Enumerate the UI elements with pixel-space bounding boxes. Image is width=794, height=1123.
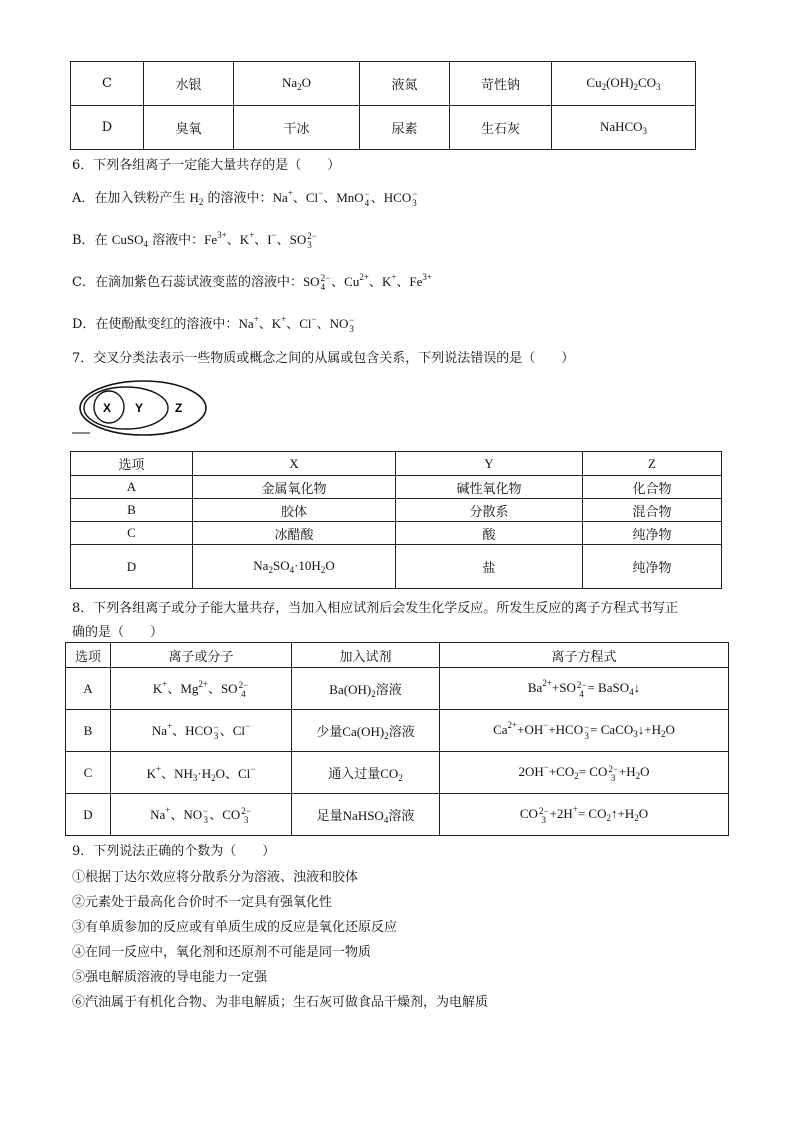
table-row [71, 545, 722, 589]
header-cell: Y [396, 452, 583, 476]
table-row [66, 668, 729, 710]
option-cell: A [71, 476, 193, 499]
option-cell: C [66, 752, 111, 794]
q9-stem: 9．下列说法正确的个数为（ ） [72, 844, 276, 859]
header-cell: 选项 [66, 643, 111, 668]
table-row [66, 710, 729, 752]
label-z: Z [175, 401, 183, 415]
cell: 苛性钠 [450, 62, 552, 106]
table-row [71, 522, 722, 545]
q6-option-b: B．在 CuSO$_4$ 溶液中：$Fe^{3+}$、K+、I−、SO 2− 3 [72, 230, 317, 251]
q9-item-5: ⑤强电解质溶液的导电能力一定强 [72, 970, 268, 985]
option-cell: D [71, 106, 144, 150]
header-cell: 加入试剂 [292, 643, 440, 668]
option-cell: B [71, 499, 193, 522]
venn-diagram [70, 378, 212, 438]
option-cell: C [71, 62, 144, 106]
q9-item-6: ⑥汽油属于有机化合物、为非电解质；生石灰可做食品干燥剂，为电解质 [72, 995, 489, 1010]
q6-option-a: A．在加入铁粉产生 $H_2$ 的溶液中：Na+、Cl−、MnO − 4 、HCO − 3 [72, 188, 418, 209]
q7-stem: 7．交叉分类法表示一些物质或概念之间的从属或包含关系，下列说法错误的是（ ） [72, 351, 575, 366]
option-cell: D [71, 545, 193, 589]
header-cell: X [193, 452, 396, 476]
ions-cell: Na+、HCO − 3 、Cl− [111, 710, 292, 752]
cell: $Na_2SO_4\cdot 10H_2O$ [193, 545, 396, 589]
cell: 化合物 [583, 476, 722, 499]
cell: 盐 [396, 545, 583, 589]
cell: 碱性氧化物 [396, 476, 583, 499]
label-x: X [103, 401, 112, 415]
option-cell: A [66, 668, 111, 710]
q9-item-4: ④在同一反应中，氧化剂和还原剂不可能是同一物质 [72, 945, 372, 960]
cell: 生石灰 [450, 106, 552, 150]
q6-option-c: C．在滴加紫色石蕊试液变蓝的溶液中：SO 2− 4 、$Cu^{2+}$、K+、$Fe^{3+}$ [72, 272, 432, 293]
reagent-cell: 少量$Ca(OH)_2$溶液 [292, 710, 440, 752]
table-row [71, 476, 722, 499]
header-cell: 离子方程式 [440, 643, 729, 668]
q7-table [70, 451, 722, 589]
cell: 冰醋酸 [193, 522, 396, 545]
table-row [71, 499, 722, 522]
cell: 酸 [396, 522, 583, 545]
cell: 臭氧 [144, 106, 234, 150]
equation-cell: $2OH^-+CO_2=$ CO 2− 3 $+H_2O$ [440, 752, 729, 794]
q6-option-d: D．在使酚酞变红的溶液中：Na+、K+、Cl−、NO − 3 [72, 314, 355, 335]
classification-table [70, 61, 696, 150]
q8-stem-line2: 确的是（ ） [72, 625, 164, 640]
option-cell: C [71, 522, 193, 545]
label-y: Y [135, 401, 144, 415]
q9-item-1: ①根据丁达尔效应将分散系分为溶液、浊液和胶体 [72, 870, 359, 885]
q9-item-2: ②元素处于最高化合价时不一定具有强氧化性 [72, 895, 333, 910]
option-cell: B [66, 710, 111, 752]
reagent-cell: 足量NaHSO$_4$溶液 [292, 794, 440, 836]
cell: NaHCO$_3$ [552, 106, 696, 150]
cell: 纯净物 [583, 545, 722, 589]
header-cell: 离子或分子 [111, 643, 292, 668]
q9-item-3: ③有单质参加的反应或有单质生成的反应是氧化还原反应 [72, 920, 398, 935]
option-cell: D [66, 794, 111, 836]
table-header-row [66, 643, 729, 668]
cell: 混合物 [583, 499, 722, 522]
ions-cell: K+、$Mg^{2+}$、SO 2− 4 [111, 668, 292, 710]
header-cell: Z [583, 452, 722, 476]
cell: 液氮 [360, 62, 450, 106]
table-row [71, 106, 696, 150]
cell: $Na_2O$ [234, 62, 360, 106]
cell: $Cu_2(OH)_2CO_3$ [552, 62, 696, 106]
table-header-row [71, 452, 722, 476]
equation-cell: $Ba^{2+}+SO$ 2− 4 = BaSO$_4$↓ [440, 668, 729, 710]
ions-cell: Na+、NO − 3 、CO 2− 3 [111, 794, 292, 836]
cell: 干冰 [234, 106, 360, 150]
ions-cell: K+、$NH_3\cdot H_2O$、Cl− [111, 752, 292, 794]
cell: 金属氧化物 [193, 476, 396, 499]
q8-table [65, 642, 729, 836]
cell: 水银 [144, 62, 234, 106]
equation-cell: $Ca^{2+}+OH^-+HCO$ − 3 = $CaCO_3↓+H_2O$ [440, 710, 729, 752]
cell: 分散系 [396, 499, 583, 522]
cell: 纯净物 [583, 522, 722, 545]
cell: 胶体 [193, 499, 396, 522]
equation-cell: CO 2− 3 $+2H^+= CO_2↑+H_2O$ [440, 794, 729, 836]
reagent-cell: 通入过量$CO_2$ [292, 752, 440, 794]
reagent-cell: $Ba(OH)_2$溶液 [292, 668, 440, 710]
ellipse-y [84, 387, 168, 429]
cell: 尿素 [360, 106, 450, 150]
q8-stem-line1: 8．下列各组离子或分子能大量共存，当加入相应试剂后会发生化学反应。所发生反应的离子方程式书写正 [72, 601, 679, 616]
table-row [71, 62, 696, 106]
q6-stem: 6．下列各组离子一定能大量共存的是（ ） [72, 158, 341, 173]
header-cell: 选项 [71, 452, 193, 476]
table-row [66, 794, 729, 836]
table-row [66, 752, 729, 794]
